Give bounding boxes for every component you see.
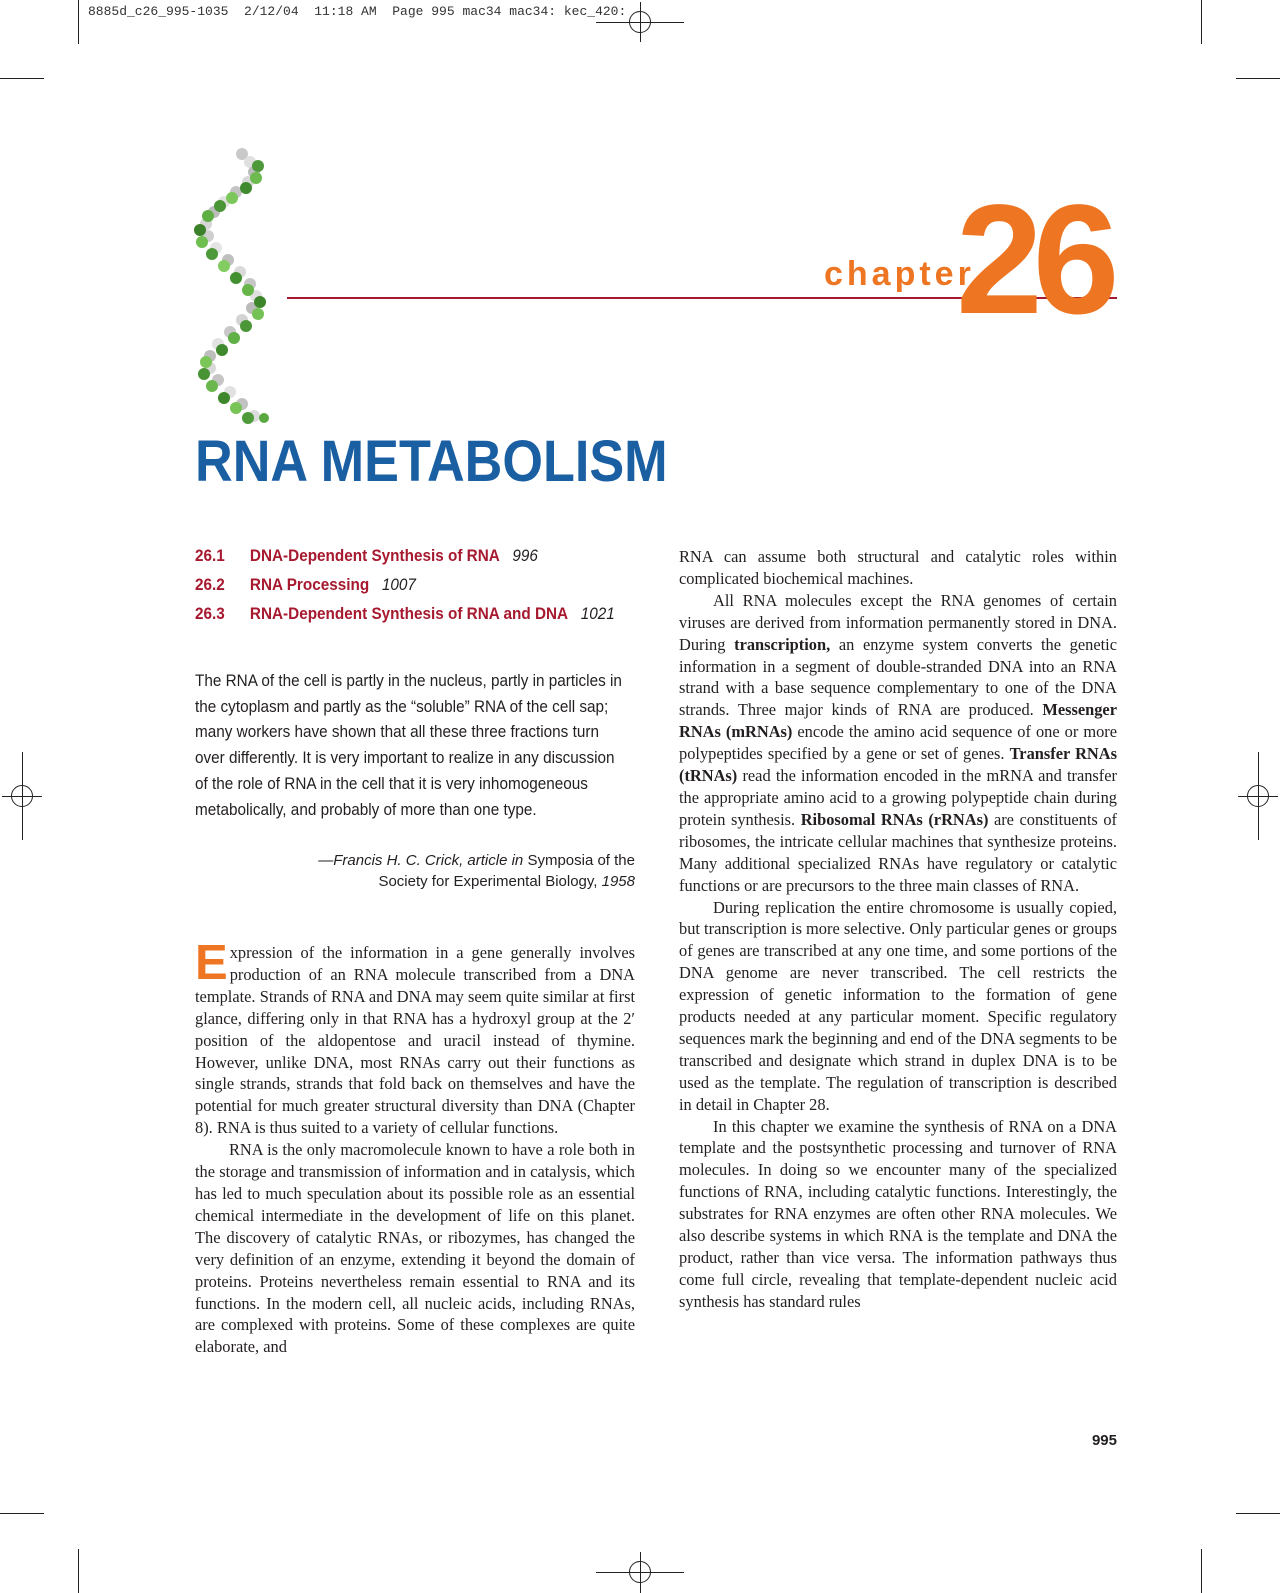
paragraph-text: All RNA molecules except the RNA genomes of certain viruses are derived from information permanently stored in DNA. During [679,590,1117,654]
chapter-number: 26 [956,173,1110,347]
crop-mark-bottom-right-v [1201,1549,1202,1593]
crop-mark-top-left-v [78,0,79,44]
crop-mark-top-right-v [1201,0,1202,44]
epigraph-source-1: Symposia of the [527,852,635,869]
crop-mark-top-left-h [0,78,44,79]
body-paragraph [195,936,635,1139]
crop-mark-bottom-left-v [78,1549,79,1593]
toc-section-number: 26.3 [195,604,225,623]
toc-page-number: 1021 [580,604,615,623]
key-term: Messenger RNAs (mRNAs) [679,700,1117,742]
toc-item[interactable] [195,575,615,604]
toc-item[interactable] [195,604,615,633]
chapter-title: RNA METABOLISM [195,429,668,494]
drop-cap: E [195,936,228,990]
toc-page-number: 996 [512,546,538,565]
crop-mark-top-right-h [1236,78,1280,79]
toc-section-title: RNA-Dependent Synthesis of RNA and DNA [249,604,569,623]
epigraph-year: 1958 [601,873,635,890]
paragraph-text: encode the amino acid sequence of one or more polypeptides specified by a gene or set of genes. [679,722,1117,764]
key-term: Transfer RNAs (tRNAs) [679,744,1117,786]
body-paragraph: During replication the entire chromosome is usually copied, but transcription is more selective. Only particular genes or groups of genes are transcribed at any one time, and some portions of the DNA genome are never transcribed. The cell restricts the expression of genetic information to the formation of gene products needed at any particular moment. Specific regulatory sequences mark the beginning and end of the DNA segments to be transcribed and designate which strand in duplex DNA is to be used as the template. The regulation of transcription is described in detail in Chapter 28. [679,897,1117,1114]
key-term: transcription, [734,634,831,654]
chapter-contents [195,546,615,633]
paragraph-text: are constituents of ribosomes, the intricate cellular machines that synthesize proteins. Many additional specialized RNAs have regulatory or catalytic functions or are precursors to the three main classes of RNA. [679,809,1117,895]
chapter-label: chapter [824,255,975,293]
toc-section-number: 26.1 [195,546,225,565]
epigraph-quote: The RNA of the cell is partly in the nucleus, partly in particles in the cytoplasm and partly as the “soluble” RNA of the cell sap; many workers have shown that all these three fractions turn over differently. It is very important to realize in any discussion of the role of RNA in the cell that it is very inhomogeneous metabolically, and probably of more than one type. [195,671,622,819]
crop-mark-bottom-right-h [1236,1513,1280,1514]
epigraph-attribution [195,850,635,892]
key-term: Ribosomal RNAs (rRNAs) [800,809,989,829]
body-paragraph: RNA is the only macromolecule known to have a role both in the storage and transmission of information and in catalysis, which has led to much speculation about its possible role as an essential chemical intermediate in the development of life on this planet. The discovery of catalytic RNAs, or ribozymes, has changed the very definition of an enzyme, extending it beyond the domain of proteins. Proteins nevertheless remain essential to RNA and its functions. In the modern cell, all nucleic acids, including RNAs, are complexed with proteins. Some of these complexes are quite elaborate, and [195,1140,635,1357]
toc-section-number: 26.2 [195,575,225,594]
body-paragraph [679,590,1117,897]
toc-item[interactable] [195,546,615,575]
dna-helix-image [186,146,286,424]
paragraph-text: xpression of the information in a gene generally involves production of an RNA molecule transcribed from a DNA template. Strands of RNA and DNA may seem quite similar at first glance, differing only in that RNA has a hydroxyl group at the 2′ position of the aldopentose and uracil instead of thymine. However, unlike DNA, most RNAs carry out their functions as single strands, strands that fold back on themselves and have the potential for much greater structural diversity than DNA (Chapter 8). RNA is thus suited to a variety of cellular functions. [195,943,635,1138]
paragraph-text: an enzyme system converts the genetic information in a segment of double-stranded DNA into an RNA strand with a base sequence complementary to one of the DNA strands. Three major kinds of RNA are produced. [679,634,1117,720]
body-column-right [679,546,1117,1313]
toc-page-number: 1007 [381,575,416,594]
toc-section-title: DNA-Dependent Synthesis of RNA [249,546,500,565]
epigraph-author: —Francis H. C. Crick, article in [318,852,524,869]
crop-mark-bottom-left-h [0,1513,44,1514]
paragraph-text: read the information encoded in the mRNA and transfer the appropriate amino acid to a growing polypeptide chain during protein synthesis. [679,766,1117,829]
page-number: 995 [1091,1432,1117,1449]
body-paragraph: In this chapter we examine the synthesis of RNA on a DNA template and the postsynthetic processing and turnover of RNA molecules. In doing so we encounter many of the specialized functions of RNA, including catalytic functions. Interestingly, the substrates for RNA enzymes are often other RNA molecules. We also describe systems in which RNA is the template and DNA the product, rather than vice versa. The information pathways thus come full circle, revealing that template-dependent nucleic acid synthesis has standard rules [679,1116,1117,1311]
epigraph-source-2: Society for Experimental Biology, [378,873,598,890]
toc-section-title: RNA Processing [249,575,370,594]
body-paragraph: RNA can assume both structural and catalytic roles within complicated biochemical machines. [679,547,1117,588]
body-column-left [195,936,635,1358]
printer-slug: 8885d_c26_995-1035 2/12/04 11:18 AM Page 995 mac34 mac34: kec_420: [88,4,627,19]
